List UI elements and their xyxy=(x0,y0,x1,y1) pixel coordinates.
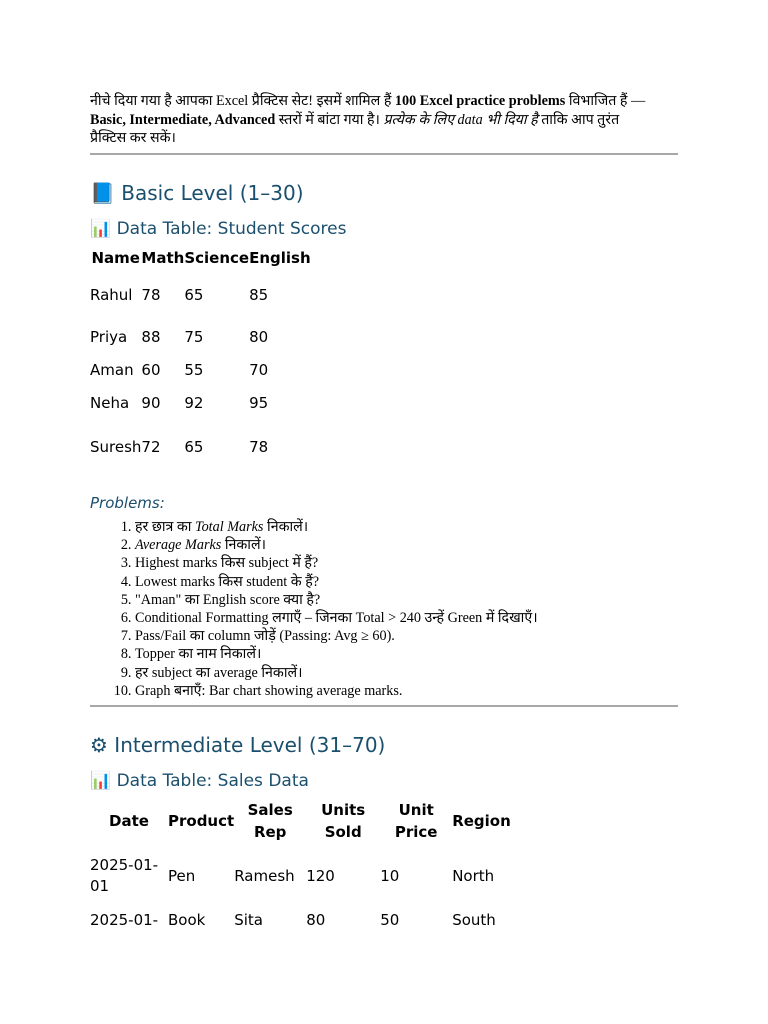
problems-label: Problems: xyxy=(90,494,165,512)
column-header: Science xyxy=(184,249,250,267)
table-cell: Suresh xyxy=(90,437,142,456)
table-header-row xyxy=(90,799,511,843)
student-scores-table-title-text: Data Table: Student Scores xyxy=(116,219,347,239)
problem-text: Total Marks xyxy=(195,519,264,535)
table-cell: Sita xyxy=(234,910,263,929)
table-row xyxy=(90,387,311,420)
problem-item xyxy=(135,518,695,536)
table-cell: 75 xyxy=(184,328,204,346)
intro-italic-1: प्रत्येक के लिए xyxy=(383,111,458,128)
table-row xyxy=(90,269,311,321)
table-cell: 88 xyxy=(141,328,161,346)
student-scores-table xyxy=(90,247,311,474)
chart-icon: 📊 xyxy=(90,219,112,239)
chart-icon: 📊 xyxy=(90,771,112,791)
intermediate-level-heading xyxy=(90,733,385,757)
table-cell: 2025-01- xyxy=(90,910,159,929)
table-cell: Aman xyxy=(90,361,134,379)
student-scores-body xyxy=(90,269,311,474)
column-header: English xyxy=(249,249,311,267)
table-row xyxy=(90,909,511,931)
table-cell: Ramesh xyxy=(234,866,295,885)
intro-text-3: स्तरों में बांटा गया है। xyxy=(275,111,384,128)
problem-text: Conditional Formatting लगाएँ – जिनका Total > 240 उन्हें Green में दिखाएँ। xyxy=(135,610,538,627)
table-cell: Rahul xyxy=(90,285,133,304)
column-header: Math xyxy=(141,249,185,267)
column-header: Units Sold xyxy=(321,801,366,841)
column-header: Unit Price xyxy=(394,801,438,841)
sales-data-body xyxy=(90,843,511,931)
intermediate-level-heading-text: Intermediate Level (31–70) xyxy=(114,733,386,757)
book-icon: 📘 xyxy=(90,181,115,205)
problem-item xyxy=(135,591,695,609)
divider xyxy=(90,705,678,707)
table-cell: 50 xyxy=(380,910,400,929)
student-scores-table-title xyxy=(90,219,346,239)
sales-data-table-title-text: Data Table: Sales Data xyxy=(116,771,309,791)
intro-bold-2: Basic, Intermediate, Advanced xyxy=(90,111,276,128)
table-cell: 80 xyxy=(249,328,269,346)
problem-text: हर छात्र का xyxy=(135,519,195,535)
problem-text: निकालें। xyxy=(263,519,309,535)
column-header: Sales Rep xyxy=(247,801,293,841)
table-row xyxy=(90,843,511,909)
table-cell: 2025-01-01 xyxy=(90,856,159,895)
table-cell: Neha xyxy=(90,394,130,412)
column-header: Product xyxy=(168,812,235,830)
table-cell: Priya xyxy=(90,328,128,346)
table-cell: Book xyxy=(168,910,206,929)
intro-italic-3: भी दिया है xyxy=(482,111,538,128)
table-cell: North xyxy=(452,866,495,885)
basic-level-heading xyxy=(90,181,304,205)
table-row xyxy=(90,354,311,387)
divider xyxy=(90,153,678,155)
problem-text: Highest marks किस subject में हैं? xyxy=(135,555,319,572)
table-cell: South xyxy=(452,910,496,929)
sales-data-table-title xyxy=(90,771,309,791)
problem-text: Graph बनाएँ: Bar chart showing average marks. xyxy=(135,682,403,699)
table-cell: 92 xyxy=(184,394,204,412)
table-row xyxy=(90,321,311,354)
table-cell: 80 xyxy=(306,910,326,929)
intro-bold-1: 100 Excel practice problems xyxy=(394,93,566,109)
table-cell: 10 xyxy=(380,866,400,885)
problem-item xyxy=(135,627,695,645)
problem-list xyxy=(90,518,695,700)
intro-italic-2: data xyxy=(457,111,483,128)
table-row xyxy=(90,420,311,474)
intro-text-4: ताकि आप तुरंत प्रैक्टिस कर सकें। xyxy=(90,111,620,146)
sales-data-table xyxy=(90,799,511,931)
problem-text: "Aman" का English score क्या है? xyxy=(135,591,321,608)
table-cell: 72 xyxy=(141,437,161,456)
table-cell: 78 xyxy=(249,437,269,456)
table-cell: 95 xyxy=(249,394,269,412)
column-header: Region xyxy=(452,812,511,830)
intro-text-1: नीचे दिया गया है आपका Excel प्रैक्टिस सेट! इसमें शामिल हैं xyxy=(90,93,395,109)
table-cell: 90 xyxy=(141,394,161,412)
gear-icon: ⚙ xyxy=(90,733,108,757)
problem-item xyxy=(135,664,695,682)
intro-text-2: विभाजित हैं — xyxy=(565,93,646,109)
table-cell: 78 xyxy=(141,285,161,304)
intro-paragraph xyxy=(90,92,650,148)
table-cell: 70 xyxy=(249,361,269,379)
basic-level-heading-text: Basic Level (1–30) xyxy=(121,181,304,205)
problem-item xyxy=(135,682,695,700)
table-cell: 65 xyxy=(184,437,204,456)
table-cell: 85 xyxy=(249,285,269,304)
table-header-row xyxy=(90,247,311,269)
column-header: Name xyxy=(91,249,140,267)
table-cell: 55 xyxy=(184,361,204,379)
table-cell: 120 xyxy=(306,866,335,885)
problem-text: Topper का नाम निकालें। xyxy=(135,646,262,663)
table-cell: 65 xyxy=(184,285,204,304)
table-cell: Pen xyxy=(168,866,196,885)
problem-text: Average Marks xyxy=(135,537,222,554)
problem-text: निकालें। xyxy=(221,537,266,554)
table-cell: 60 xyxy=(141,361,161,379)
problem-item xyxy=(135,609,695,627)
problem-text: Pass/Fail का column जोड़ें (Passing: Avg ≥ 60). xyxy=(135,628,395,645)
problem-text: Lowest marks किस student के हैं? xyxy=(135,573,320,590)
column-header: Date xyxy=(109,812,149,830)
problem-text: हर subject का average निकालें। xyxy=(135,664,303,681)
problem-item xyxy=(135,573,695,591)
problem-item xyxy=(135,645,695,663)
problem-item xyxy=(135,554,695,572)
problem-item xyxy=(135,536,695,554)
